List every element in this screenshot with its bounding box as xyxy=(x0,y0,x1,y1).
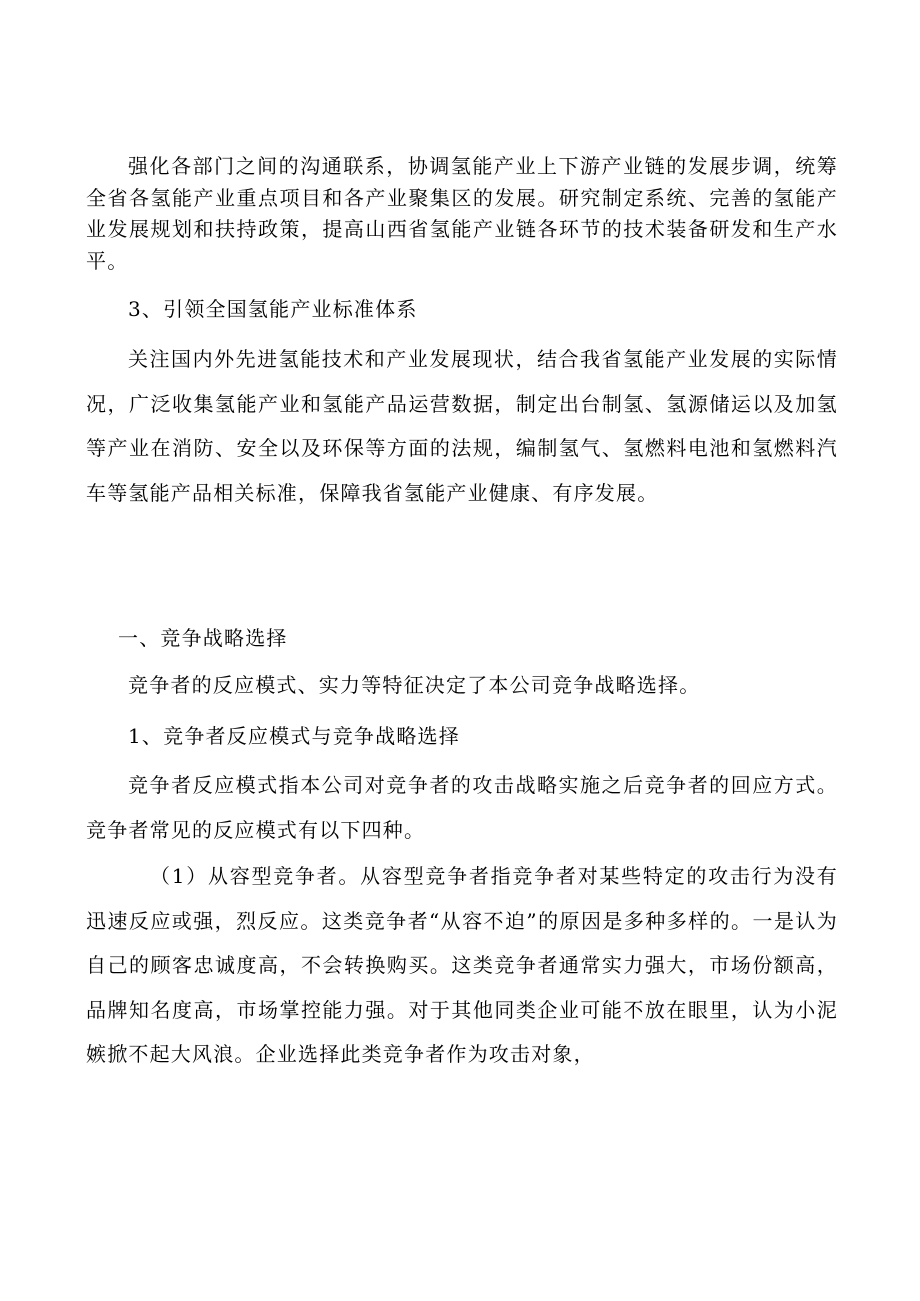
chapter-heading-competition-strategy: 一、竞争战略选择 xyxy=(118,626,288,650)
paragraph-standards: 关注国内外先进氢能技术和产业发展现状，结合我省氢能产业发展的实际情况，广泛收集氢能产业和氢能产品运营数据，制定出台制氢、氢源储运以及加氢等产业在消防、安全以及环保等方面的法规，编制氢气、氢燃料电池和氢燃料汽车等氢能产品相关标准，保障我省氢能产业健康、有序发展。 xyxy=(86,347,838,505)
paragraph-response-modes: 竞争者反应模式指本公司对竞争者的攻击战略实施之后竞争者的回应方式。竞争者常见的反应模式有以下四种。 xyxy=(86,773,838,842)
paragraph-strategy-intro: 竞争者的反应模式、实力等特征决定了本公司竞争战略选择。 xyxy=(128,673,701,697)
subsection-heading-response-modes: 1、竞争者反应模式与竞争战略选择 xyxy=(128,724,460,748)
paragraph-coordination: 强化各部门之间的沟通联系，协调氢能产业上下游产业链的发展步调，统筹全省各氢能产业重点项目和各产业聚集区的发展。研究制定系统、完善的氢能产业发展规划和扶持政策，提高山西省氢能产业链各环节的技术装备研发和生产水平。 xyxy=(86,154,838,273)
section-heading-standards: 3、引领全国氢能产业标准体系 xyxy=(128,297,418,321)
paragraph-relaxed-competitor: （1）从容型竞争者。从容型竞争者指竞争者对某些特定的攻击行为没有迅速反应或强，烈反应。这类竞争者“从容不迫”的原因是多种多样的。一是认为自己的顾客忠诚度高，不会转换购买。这类竞争者通常实力强大，市场份额高，品牌知名度高，市场掌控能力强。对于其他同类企业可能不放在眼里，认为小泥嫉掀不起大风浪。企业选择此类竞争者作为攻击对象， xyxy=(86,864,838,1066)
